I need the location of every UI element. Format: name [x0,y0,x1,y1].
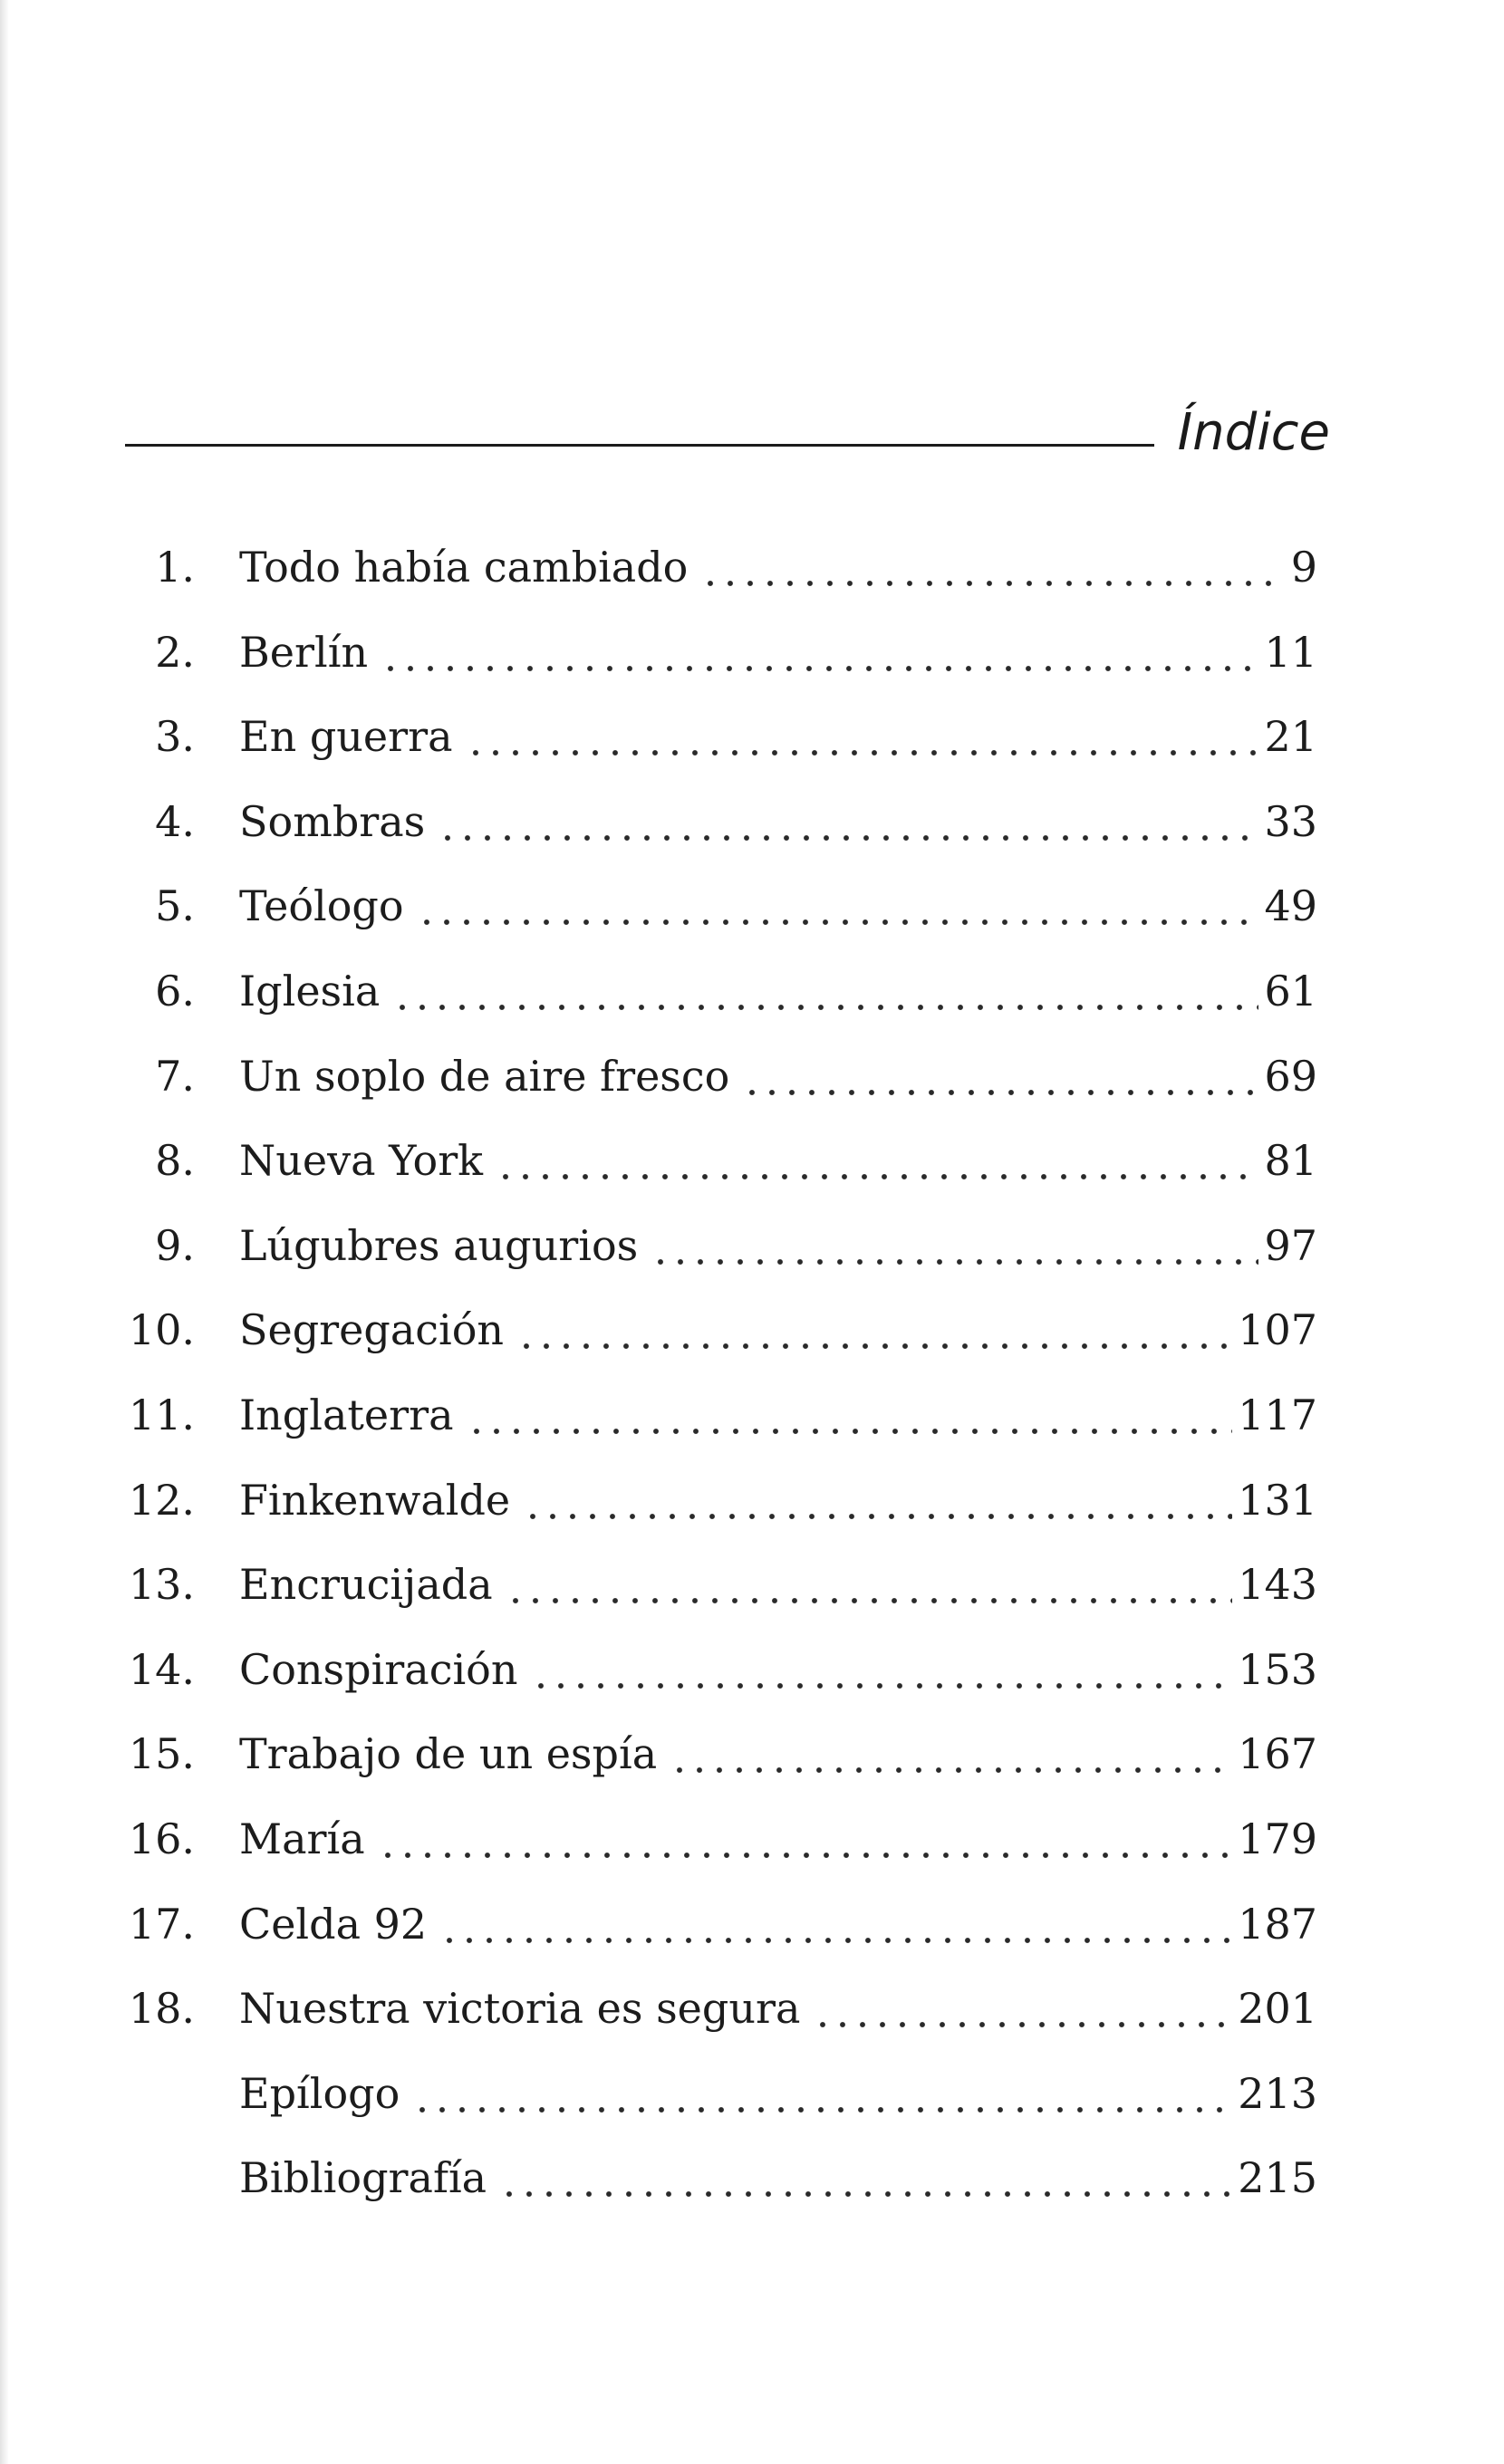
dot-leader [381,611,1258,694]
toc-entry-line [239,2052,1317,2135]
toc-entry [0,1288,1504,1372]
dot-leader [700,525,1276,609]
dot-leader [417,864,1259,948]
dot-leader [742,1035,1258,1118]
chapter-title: Nueva York [239,1136,484,1186]
toc-entry-line [239,695,1317,778]
dot-leader [516,1288,1232,1372]
page-number: 61 [1264,967,1317,1015]
chapter-number: 4. [155,796,195,846]
dot-leader [439,1882,1232,1966]
dot-leader [651,1204,1258,1287]
toc-entry [0,1373,1504,1457]
page-number: 33 [1264,796,1317,846]
toc-entry-line [239,780,1317,863]
chapter-number: 18. [128,1984,195,2034]
toc-entry [0,864,1504,948]
page-number: 97 [1264,1220,1317,1270]
toc-entry [0,2052,1504,2135]
chapter-title: Lúgubres augurios [239,1220,639,1270]
chapter-number: 17. [128,1899,195,1949]
page-number: 187 [1238,1899,1317,1949]
page-number: 153 [1238,1644,1317,1694]
page-number: 143 [1238,1560,1317,1610]
chapter-title: Nuestra victoria es segura [239,1984,801,2034]
chapter-number: 14. [128,1644,195,1694]
chapter-title: Finkenwalde [239,1475,511,1525]
toc-entry-line [239,1967,1317,2050]
dot-leader [467,1373,1233,1457]
page-number: 117 [1238,1391,1317,1439]
page-number: 69 [1264,1051,1317,1101]
toc-entry-line [239,1882,1317,1966]
dot-leader [412,2052,1232,2135]
toc-entry-line [239,1373,1317,1457]
toc-entry [0,2136,1504,2219]
chapter-title: Bibliografía [239,2153,487,2203]
page-number: 107 [1238,1305,1317,1355]
dot-leader [496,1119,1258,1202]
chapter-title: Inglaterra [239,1391,454,1439]
chapter-title: En guerra [239,712,453,762]
page-number: 131 [1238,1475,1317,1525]
toc-entry-line [239,1628,1317,1711]
dot-leader [499,2136,1232,2219]
page-number: 179 [1238,1814,1317,1863]
toc-entry-line [239,1712,1317,1795]
toc-entry [0,1797,1504,1881]
dot-leader [813,1967,1232,2050]
chapter-number: 6. [155,967,195,1015]
page-number: 49 [1264,881,1317,931]
toc-entry [0,1204,1504,1287]
chapter-number: 13. [128,1560,195,1610]
toc-entry-line [239,1035,1317,1118]
dot-leader [392,949,1258,1033]
chapter-title: Sombras [239,796,426,846]
toc-entry [0,695,1504,778]
chapter-title: Un soplo de aire fresco [239,1051,730,1101]
page-number: 11 [1264,627,1317,677]
dot-leader [466,695,1259,778]
toc-entry [0,780,1504,863]
toc-entry-line [239,525,1317,609]
chapter-number: 16. [128,1814,195,1863]
chapter-number: 1. [155,543,195,592]
toc-entry [0,1543,1504,1626]
chapter-title: Berlín [239,627,369,677]
chapter-number: 8. [155,1136,195,1186]
chapter-title: Conspiración [239,1644,518,1694]
toc-entry-line [239,2136,1317,2219]
page-number: 213 [1238,2068,1317,2118]
dot-leader [506,1543,1233,1626]
chapter-number: 10. [128,1305,195,1355]
toc-header [125,399,1330,471]
page-number: 167 [1238,1729,1317,1779]
chapter-title: Epílogo [239,2068,400,2118]
page-number: 215 [1238,2153,1317,2203]
chapter-title: Trabajo de un espía [239,1729,658,1779]
chapter-number: 7. [155,1051,195,1101]
toc-entry-line [239,611,1317,694]
toc-entry-line [239,1119,1317,1202]
page-title: Índice [1177,403,1330,462]
chapter-title: Celda 92 [239,1899,428,1949]
chapter-number: 9. [155,1220,195,1270]
chapter-number: 11. [128,1391,195,1439]
chapter-title: Iglesia [239,967,381,1015]
toc-entry-line [239,949,1317,1033]
toc-entry [0,525,1504,609]
chapter-title: Todo había cambiado [239,543,689,592]
dot-leader [438,780,1258,863]
page-number: 21 [1264,712,1317,762]
dot-leader [523,1458,1232,1542]
page-number: 201 [1238,1984,1317,2034]
toc-entry-line [239,1458,1317,1542]
toc-entry [0,1628,1504,1711]
toc-entry [0,1967,1504,2050]
dot-leader [378,1797,1233,1881]
toc-entry [0,611,1504,694]
toc-entry [0,949,1504,1033]
chapter-title: Teólogo [239,881,404,931]
chapter-number: 3. [155,712,195,762]
chapter-title: Encrucijada [239,1560,493,1610]
dot-leader [531,1628,1233,1711]
toc-entry [0,1882,1504,1966]
toc-entry-line [239,1204,1317,1287]
header-rule [125,444,1154,447]
chapter-number: 12. [128,1475,195,1525]
toc-entry [0,1035,1504,1118]
toc-entry-line [239,1797,1317,1881]
page-number: 81 [1264,1136,1317,1186]
page-number: 9 [1290,543,1317,592]
dot-leader [670,1712,1232,1795]
toc-entry-line [239,864,1317,948]
chapter-number: 5. [155,881,195,931]
toc-entry [0,1119,1504,1202]
chapter-number: 15. [128,1729,195,1779]
chapter-number: 2. [155,627,195,677]
chapter-title: Segregación [239,1305,505,1355]
toc-entry-line [239,1543,1317,1626]
chapter-title: María [239,1814,365,1863]
toc-entry-line [239,1288,1317,1372]
toc-entry [0,1458,1504,1542]
toc-entry [0,1712,1504,1795]
